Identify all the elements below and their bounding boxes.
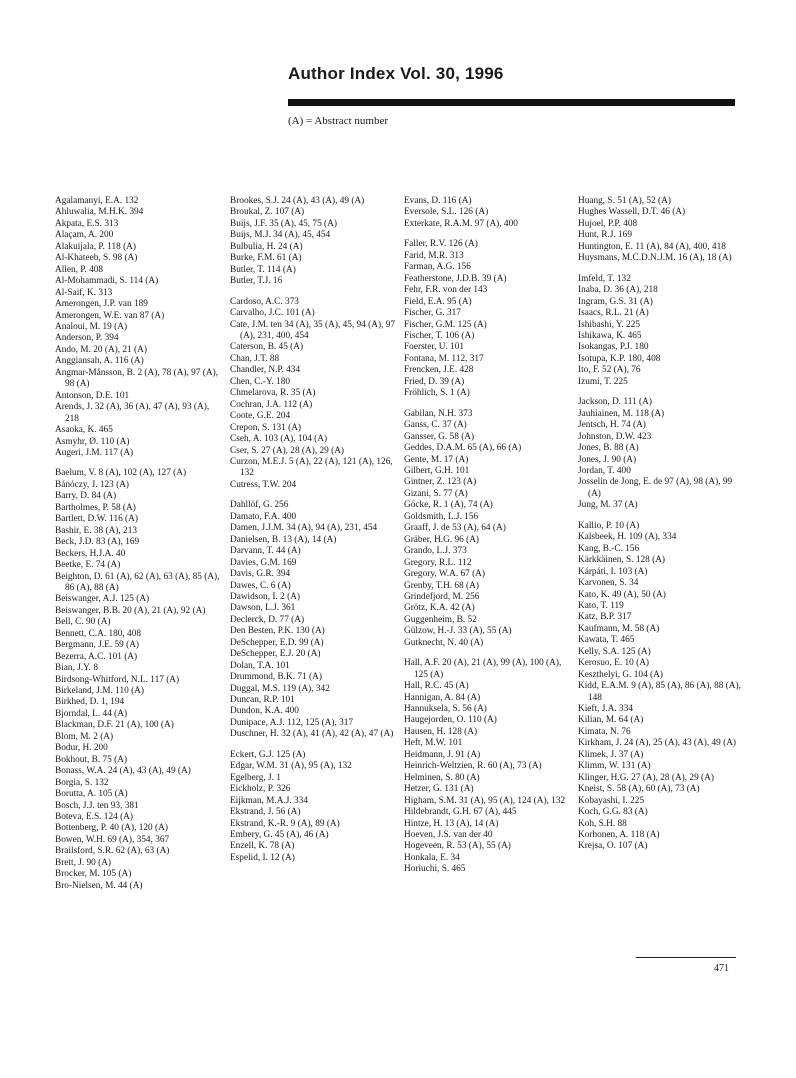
- index-entry: Hannuksela, S. 56 (A): [404, 704, 487, 715]
- index-entry: Dawidson, I. 2 (A): [230, 591, 300, 602]
- index-entry: Jones, B. 88 (A): [578, 443, 639, 454]
- index-entry: Duncan, R.P. 101: [230, 695, 295, 706]
- index-entry: Damato, F.A. 400: [230, 511, 297, 522]
- index-entry: Kidd, E.A.M. 9 (A), 85 (A), 86 (A), 88 (A), 148: [578, 681, 741, 703]
- index-entry: Edgar, W.M. 31 (A), 95 (A), 132: [230, 761, 352, 772]
- index-entry: Bodur, H. 200: [55, 743, 108, 754]
- index-entry: Kaufmann, M. 58 (A): [578, 623, 660, 634]
- index-entry: Brookes, S.J. 24 (A), 43 (A), 49 (A): [230, 196, 365, 206]
- index-entry: Alakuijala, P. 118 (A): [55, 241, 136, 252]
- index-entry: Buijs, M.J. 34 (A), 45, 454: [230, 230, 331, 241]
- index-entry: Buijs, J.F. 35 (A), 45, 75 (A): [230, 218, 337, 229]
- index-entry: Antonson, D.E. 101: [55, 390, 130, 401]
- index-entry: Goldsmith, L.J. 156: [404, 511, 479, 522]
- index-entry: Hintze, H. 13 (A), 14 (A): [404, 818, 499, 829]
- index-entry: Kang, B.-C. 156: [578, 543, 640, 554]
- index-entry: Keszthelyi, G. 104 (A): [578, 669, 663, 680]
- index-entry: Al-Mohammadi, S. 114 (A): [55, 276, 159, 287]
- index-entry: Gizani, S. 77 (A): [404, 488, 468, 499]
- index-entry: Barry, D. 84 (A): [55, 491, 117, 502]
- index-entry: Frencken, J.E. 428: [404, 365, 474, 376]
- index-entry: Asaoka, K. 465: [55, 425, 113, 436]
- index-entry: Cochran, J.A. 112 (A): [230, 399, 313, 410]
- index-entry: Kallio, P. 10 (A): [578, 520, 640, 531]
- index-entry: Huang, S. 51 (A), 52 (A): [578, 196, 671, 206]
- index-entry: Kirkham, J. 24 (A), 25 (A), 43 (A), 49 (A): [578, 738, 737, 749]
- index-entry: Anderson, P. 394: [55, 333, 119, 344]
- index-entry: Bartholmes, P. 58 (A): [55, 502, 136, 513]
- index-entry: Hoeven, J.S. van der 40: [404, 830, 493, 841]
- index-entry: DeSchepper, E.J. 20 (A): [230, 649, 321, 660]
- index-entry: Gutknecht, N. 40 (A): [404, 637, 484, 648]
- index-entry: Eickholz, P. 326: [230, 784, 291, 795]
- index-entry: Drummond, B.K. 71 (A): [230, 672, 322, 683]
- index-entry: Jauhiainen, M. 118 (A): [578, 408, 665, 419]
- index-entry: Fischer, G.M. 125 (A): [404, 319, 487, 330]
- index-entry: Grenby, T.H. 68 (A): [404, 580, 479, 591]
- index-entry: Bennett, C.A. 180, 408: [55, 628, 141, 639]
- index-entry: Ingram, G.S. 31 (A): [578, 296, 653, 307]
- index-entry: Arends, J. 32 (A), 36 (A), 47 (A), 93 (A), 218: [55, 402, 210, 424]
- group-gap: [230, 288, 398, 297]
- index-entry: Kimata, N. 76: [578, 726, 631, 737]
- index-entry: Broukal, Z. 107 (A): [230, 207, 305, 218]
- index-entry: Beck, J.D. 83 (A), 169: [55, 537, 140, 548]
- index-entry: Hausen, H. 128 (A): [404, 726, 478, 737]
- index-entry: Bergmann, J.E. 59 (A): [55, 640, 140, 651]
- index-entry: Alaçam, A. 200: [55, 230, 114, 241]
- index-entry: Duschner, H. 32 (A), 41 (A), 42 (A), 47 (A): [230, 729, 394, 740]
- group-gap: [230, 491, 398, 500]
- index-entry: Augeri, J.M. 117 (A): [55, 447, 134, 458]
- index-entry: DeSchepper, E.D. 99 (A): [230, 637, 324, 648]
- index-entry: Fröhlich, S. 1 (A): [404, 388, 470, 399]
- index-entry: Ishibashi, Y. 225: [578, 319, 640, 330]
- index-entry: Kobayashi, I. 225: [578, 795, 645, 806]
- index-entry: Gintner, Z. 123 (A): [404, 477, 477, 488]
- index-entry: Hunt, R.J. 169: [578, 230, 632, 241]
- index-entry: Katz, B.P. 317: [578, 612, 632, 623]
- index-entry: Guggenheim, B. 52: [404, 614, 477, 625]
- group-gap: [578, 388, 744, 397]
- index-entry: Bell, C. 90 (A): [55, 617, 111, 628]
- index-entry: Jung, M. 37 (A): [578, 500, 638, 511]
- index-entry: Featherstone, J.D.B. 39 (A): [404, 273, 507, 284]
- index-entry: Asmyhr, Ø. 110 (A): [55, 436, 130, 447]
- index-entry: Chmelarova, R. 35 (A): [230, 388, 316, 399]
- index-entry: Farman, A.G. 156: [404, 262, 471, 273]
- index-entry: Horiuchi, S. 465: [404, 864, 466, 875]
- group-gap: [578, 512, 744, 521]
- index-entry: Geddes, D.A.M. 65 (A), 66 (A): [404, 443, 522, 454]
- index-entry: Fehr, F.R. von der 143: [404, 285, 488, 296]
- index-entry: Kato, T. 119: [578, 600, 624, 611]
- index-entry: Bian, J.Y. 8: [55, 663, 98, 674]
- index-entry: Borgia, S. 132: [55, 777, 109, 788]
- index-entry: Ekstrand, K.-R. 9 (A), 89 (A): [230, 818, 340, 829]
- index-entry: Boteva, E.S. 124 (A): [55, 812, 133, 823]
- page-title: Author Index Vol. 30, 1996: [288, 64, 504, 83]
- index-entry: Al-Khateeb, S. 98 (A): [55, 253, 138, 264]
- index-entry: Enzell, K. 78 (A): [230, 841, 295, 852]
- index-entry: Kilian, M. 64 (A): [578, 715, 644, 726]
- index-entry: Koh, S.H. 88: [578, 818, 627, 829]
- index-entry: Kárpáti, I. 103 (A): [578, 566, 648, 577]
- index-entry: Ando, M. 20 (A), 21 (A): [55, 344, 147, 355]
- index-entry: Eckert, G.J. 125 (A): [230, 749, 306, 760]
- index-entry: Allen, P. 408: [55, 264, 104, 275]
- index-entry: Embery, G. 45 (A), 46 (A): [230, 830, 329, 841]
- index-entry: Grindefjord, M. 256: [404, 591, 480, 602]
- index-entry: Beiswanger, B.B. 20 (A), 21 (A), 92 (A): [55, 605, 206, 616]
- index-entry: Angmar-Månsson, B. 2 (A), 78 (A), 97 (A), 98 (A): [55, 367, 218, 390]
- index-entry: Kieft, J.A. 334: [578, 704, 634, 715]
- index-entry: Higham, S.M. 31 (A), 95 (A), 124 (A), 132: [404, 795, 566, 806]
- index-entry: Al-Saif, K. 313: [55, 287, 113, 298]
- index-entry: Jackson, D. 111 (A): [578, 397, 652, 408]
- index-entry: Chen, C.-Y. 180: [230, 376, 291, 387]
- index-entry: Bokhout, B. 75 (A): [55, 754, 128, 765]
- index-entry: Krejsa, O. 107 (A): [578, 841, 648, 852]
- index-entry: Brocker, M. 105 (A): [55, 869, 132, 880]
- index-entry: Beckers, H.J.A. 40: [55, 548, 126, 559]
- index-entry: Chandler, N.P. 434: [230, 365, 301, 376]
- index-entry: Klimm, W. 131 (A): [578, 761, 651, 772]
- group-gap: [404, 400, 570, 409]
- index-entry: Evans, D. 116 (A): [404, 196, 472, 206]
- index-entry: Exterkate, R.A.M. 97 (A), 400: [404, 218, 518, 229]
- index-entry: Birkeland, J.M. 110 (A): [55, 686, 144, 697]
- index-entry: Bottenberg, P. 40 (A), 120 (A): [55, 823, 168, 834]
- index-entry: Espelid, I. 12 (A): [230, 852, 295, 863]
- index-entry: Beighton, D. 61 (A), 62 (A), 63 (A), 85 (A), 86 (A), 88 (A): [55, 571, 220, 593]
- index-entry: Hughes Wassell, D.T. 46 (A): [578, 207, 686, 218]
- index-entry: Karvonen, S. 34: [578, 578, 639, 589]
- index-entry: Dawson, L.J. 361: [230, 603, 296, 614]
- index-entry: Birkhed, D. 1, 194: [55, 697, 125, 708]
- index-entry: Butler, T.J. 16: [230, 276, 283, 287]
- index-entry: Bulbulia, H. 24 (A): [230, 241, 303, 252]
- index-entry: Cardoso, A.C. 373: [230, 296, 299, 307]
- group-gap: [404, 230, 570, 239]
- index-entry: Duggal, M.S. 119 (A), 342: [230, 683, 330, 694]
- index-entry: Heidmann, J. 91 (A): [404, 749, 481, 760]
- group-gap: [578, 265, 744, 274]
- index-entry: Imfeld, T. 132: [578, 273, 631, 284]
- index-entry: Brett, J. 90 (A): [55, 857, 112, 868]
- index-entry: Bowen, W.H. 69 (A), 354, 367: [55, 834, 170, 845]
- index-column-4: [578, 196, 744, 853]
- index-entry: Beiswanger, A.J. 125 (A): [55, 594, 150, 605]
- index-entry: Gansser, G. 58 (A): [404, 431, 475, 442]
- index-entry: Gente, M. 17 (A): [404, 454, 469, 465]
- index-entry: Isokangas, P.J. 180: [578, 342, 649, 353]
- index-entry: Bezerra, A.C. 101 (A): [55, 651, 138, 662]
- index-entry: Heinrich-Weltzien, R. 60 (A), 73 (A): [404, 761, 542, 772]
- index-entry: Ishikawa, K. 465: [578, 330, 642, 341]
- index-entry: Danielsen, B. 13 (A), 14 (A): [230, 534, 337, 545]
- index-entry: Helminen, S. 80 (A): [404, 772, 480, 783]
- index-column-3: [404, 196, 570, 876]
- index-entry: Birdsong-Whitford, N.L. 117 (A): [55, 674, 180, 685]
- index-entry: Baelum, V. 8 (A), 102 (A), 127 (A): [55, 468, 187, 479]
- index-entry: Hujoel, P.P. 408: [578, 218, 638, 229]
- index-entry: Hannigan, A. 84 (A): [404, 692, 481, 703]
- index-entry: Fischer, T. 106 (A): [404, 330, 475, 341]
- index-entry: Hogeveen, R. 53 (A), 55 (A): [404, 841, 511, 852]
- index-entry: Blom, M. 2 (A): [55, 731, 114, 742]
- index-entry: Cutress, T.W. 204: [230, 479, 297, 490]
- index-entry: Isaacs, R.L. 21 (A): [578, 308, 649, 319]
- index-entry: Kato, K. 49 (A), 50 (A): [578, 589, 666, 600]
- index-entry: Gabilan, N.H. 373: [404, 408, 473, 419]
- index-entry: Kärkkäinen, S. 128 (A): [578, 555, 666, 566]
- index-entry: Fischer, G. 317: [404, 308, 461, 319]
- index-entry: Josselin de Jong, E. de 97 (A), 98 (A), 99 (A): [578, 477, 733, 499]
- index-entry: Ahluwalia, M.H.K. 394: [55, 207, 144, 218]
- index-entry: Dolan, T.A. 101: [230, 660, 290, 671]
- index-entry: Gräber, H.G. 96 (A): [404, 534, 480, 545]
- index-entry: Hall, R.C. 45 (A): [404, 681, 469, 692]
- index-entry: Davis, G.R. 394: [230, 569, 291, 580]
- index-entry: Declerck, D. 77 (A): [230, 614, 305, 625]
- index-entry: Bjorndal, L. 44 (A): [55, 708, 128, 719]
- index-entry: Anggiansah, A. 116 (A): [55, 356, 144, 367]
- index-entry: Klimek, J. 37 (A): [578, 749, 644, 760]
- index-entry: Akpata, E.S. 313: [55, 218, 119, 229]
- index-entry: Grando, L.J. 373: [404, 546, 467, 557]
- index-entry: Grötz, K.A. 42 (A): [404, 603, 475, 614]
- index-entry: Analoui, M. 19 (A): [55, 321, 128, 332]
- index-column-1: [55, 196, 220, 892]
- index-entry: Izumi, T. 225: [578, 376, 628, 387]
- index-entry: Amerongen, W.E. van 87 (A): [55, 310, 165, 321]
- index-entry: Dunipace, A.J. 112, 125 (A), 317: [230, 717, 354, 728]
- index-entry: Darvann, T. 44 (A): [230, 546, 301, 557]
- index-entry: Ganss, C. 37 (A): [404, 420, 467, 431]
- index-entry: Jordan, T. 400: [578, 465, 631, 476]
- index-entry: Ekstrand, J. 56 (A): [230, 807, 301, 818]
- index-entry: Gilbert, G.H. 101: [404, 465, 470, 476]
- index-entry: Bashir, E. 38 (A), 213: [55, 525, 137, 536]
- index-entry: Brailsford, S.R. 62 (A), 63 (A): [55, 846, 170, 857]
- title-rule: [288, 99, 735, 106]
- index-entry: Honkala, E. 34: [404, 852, 460, 863]
- index-entry: Dahllöf, G. 256: [230, 500, 289, 511]
- index-entry: Amerongen, J.P. van 189: [55, 299, 148, 310]
- group-gap: [404, 649, 570, 658]
- index-entry: Ito, F. 52 (A), 76: [578, 365, 641, 376]
- index-entry: Huysmans, M.C.D.N.J.M. 16 (A), 18 (A): [578, 253, 732, 264]
- index-entry: Crepon, S. 131 (A): [230, 422, 302, 433]
- index-entry: Kelly, S.A. 125 (A): [578, 646, 651, 657]
- index-entry: Bro-Nielsen, M. 44 (A): [55, 880, 143, 891]
- index-entry: Gülzow, H.-J. 33 (A), 55 (A): [404, 626, 512, 637]
- index-entry: Johnston, D.W. 423: [578, 431, 652, 442]
- index-entry: Klinger, H.G. 27 (A), 28 (A), 29 (A): [578, 772, 714, 783]
- index-entry: Kneist, S. 58 (A), 60 (A), 73 (A): [578, 784, 700, 795]
- index-entry: Kalsbeek, H. 109 (A), 334: [578, 532, 677, 543]
- index-entry: Borutta, A. 105 (A): [55, 789, 128, 800]
- index-entry: Haugejorden, O. 110 (A): [404, 715, 497, 726]
- page-number: 471: [714, 963, 729, 974]
- index-entry: Chan, J.T. 88: [230, 353, 280, 364]
- index-entry: Dundon, K.A. 400: [230, 706, 299, 717]
- index-entry: Coote, G.E. 204: [230, 411, 291, 422]
- index-entry: Foerster, U. 101: [404, 342, 465, 353]
- index-entry: Bánóczy, J. 123 (A): [55, 479, 130, 490]
- index-entry: Blackman, D.F. 21 (A), 100 (A): [55, 720, 174, 731]
- index-entry: Bosch, J.J. ten 93, 381: [55, 800, 139, 811]
- index-entry: Beetke, E. 74 (A): [55, 560, 121, 571]
- index-entry: Butler, T. 114 (A): [230, 264, 296, 275]
- index-entry: Kawata, T. 465: [578, 635, 635, 646]
- footer-rule: [636, 957, 736, 958]
- index-entry: Hetzer, G. 131 (A): [404, 784, 474, 795]
- index-entry: Eversole, S.L. 126 (A): [404, 207, 489, 218]
- index-entry: Cseh, A. 103 (A), 104 (A): [230, 434, 328, 445]
- index-entry: Damen, J.J.M. 34 (A), 94 (A), 231, 454: [230, 523, 378, 534]
- index-entry: Heft, M.W. 101: [404, 738, 463, 749]
- index-entry: Cate, J.M. ten 34 (A), 35 (A), 45, 94 (A), 97 (A), 231, 400, 454: [230, 319, 395, 341]
- index-entry: Fontana, M. 112, 317: [404, 353, 484, 364]
- index-entry: Den Besten, P.K. 130 (A): [230, 626, 325, 637]
- index-entry: Faller, R.V. 126 (A): [404, 239, 478, 250]
- index-entry: Cser, S. 27 (A), 28 (A), 29 (A): [230, 445, 345, 456]
- index-entry: Carvalho, J.C. 101 (A): [230, 308, 315, 319]
- index-entry: Egelberg, J. 1: [230, 772, 281, 783]
- index-entry: Eijkman, M.A.J. 334: [230, 795, 308, 806]
- index-entry: Burke, F.M. 61 (A): [230, 253, 302, 264]
- group-gap: [230, 741, 398, 750]
- index-entry: Hildebrandt, G.H. 67 (A), 445: [404, 807, 517, 818]
- index-entry: Dawes, C. 6 (A): [230, 580, 291, 591]
- index-entry: Gregory, R.L. 112: [404, 557, 472, 568]
- index-entry: Isotupa, K.P. 180, 408: [578, 353, 661, 364]
- index-column-2: [230, 196, 398, 864]
- index-entry: Caterson, B. 45 (A): [230, 342, 304, 353]
- abstract-legend: (A) = Abstract number: [288, 115, 388, 127]
- index-entry: Field, E.A. 95 (A): [404, 296, 472, 307]
- index-entry: Jentsch, H. 74 (A): [578, 420, 646, 431]
- index-entry: Korhonen, A. 118 (A): [578, 830, 660, 841]
- index-entry: Curzon, M.E.J. 5 (A), 22 (A), 121 (A), 126, 132: [230, 456, 393, 479]
- index-entry: Bonass, W.A. 24 (A), 43 (A), 49 (A): [55, 766, 191, 777]
- index-entry: Bartlett, D.W. 116 (A): [55, 514, 138, 525]
- index-entry: Graaff, J. de 53 (A), 64 (A): [404, 523, 506, 534]
- index-entry: Hall, A.F. 20 (A), 21 (A), 99 (A), 100 (A), 125 (A): [404, 658, 562, 680]
- index-entry: Göcke, R. 1 (A), 74 (A): [404, 500, 493, 511]
- index-entry: Davies, G.M. 169: [230, 557, 297, 568]
- index-entry: Jones, J. 90 (A): [578, 454, 637, 465]
- index-entry: Fried, D. 39 (A): [404, 376, 465, 387]
- index-entry: Agalamanyi, E.A. 132: [55, 196, 139, 206]
- index-entry: Koch, G.G. 83 (A): [578, 807, 648, 818]
- index-entry: Gregory, W.A. 67 (A): [404, 569, 485, 580]
- index-entry: Kerosuo, E. 10 (A): [578, 658, 650, 669]
- index-entry: Huntington, E. 11 (A), 84 (A), 400, 418: [578, 241, 726, 252]
- index-entry: Inaba, D. 36 (A), 218: [578, 285, 658, 296]
- index-entry: Farid, M.R. 313: [404, 250, 464, 261]
